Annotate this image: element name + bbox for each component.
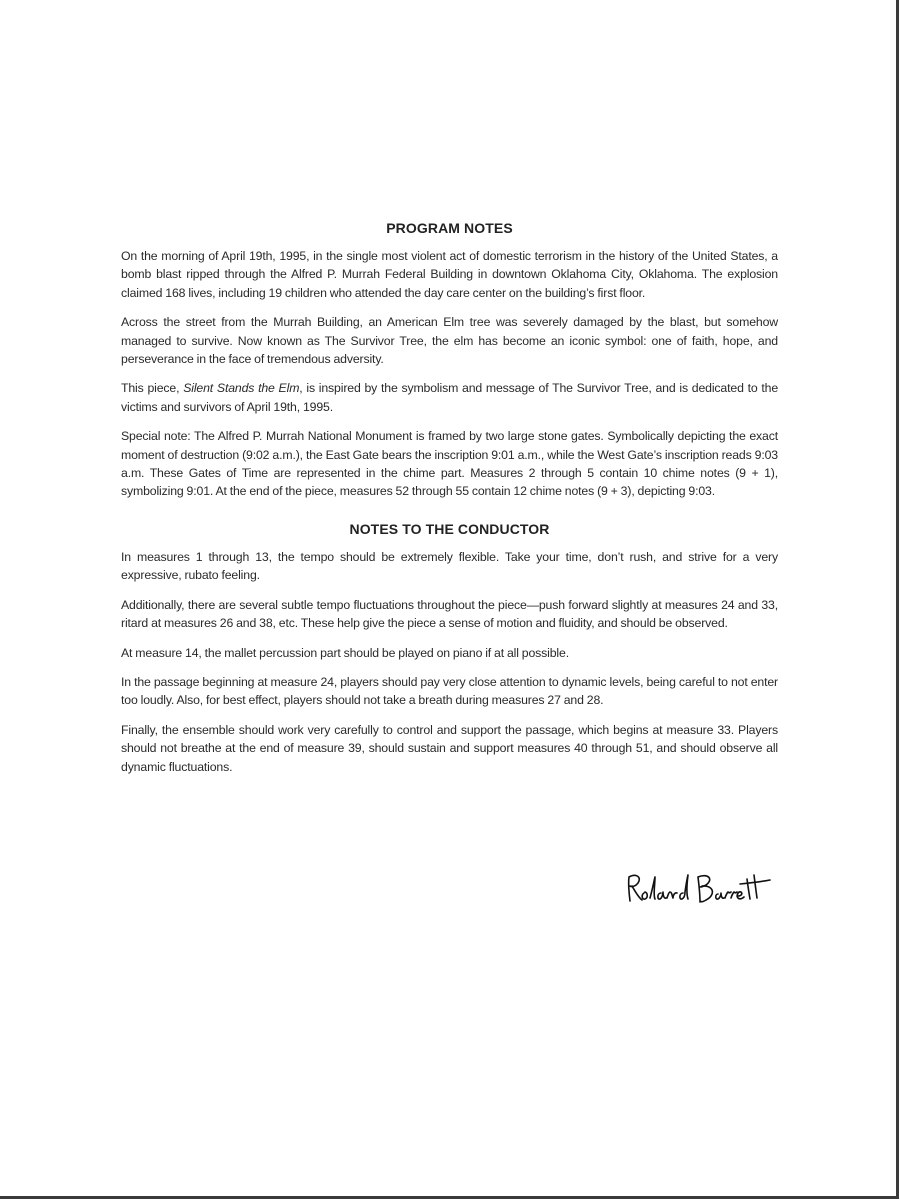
program-notes-paragraph-2: Across the street from the Murrah Building, an American Elm tree was severely damaged by the blast, but somehow managed to survive. Now known as The Survivor Tree, the elm has become an iconic symbol: one of faith, hope, and perseverance in the face of tremendous adversity. [121,315,778,367]
document-body [121,220,778,787]
conductor-notes-paragraph-1: In measures 1 through 13, the tempo should be extremely flexible. Take your time, don’t rush, and strive for a very expressive, rubato feeling. [121,549,778,583]
piece-title: Silent Stands the Elm [183,381,300,396]
conductor-notes-paragraph-5: Finally, the ensemble should work very carefully to control and support the passage, which begins at measure 33. Players should not breathe at the end of measure 39, should sustain and support measures 40 through 51, and should observe all dynamic fluctuations. [121,722,778,774]
program-notes-paragraph-1: On the morning of April 19th, 1995, in the single most violent act of domestic terrorism in the history of the United States, a bomb blast ripped through the Alfred P. Murrah Federal Building in downtown Oklahoma City, Oklahoma. The explosion claimed 168 lives, including 19 children who attended the day care center on the building’s first floor. [121,249,778,300]
conductor-notes-heading: NOTES TO THE CONDUCTOR [349,520,550,537]
p3-rest-text: , is inspired by the symbolism and message of The Survivor Tree, and is dedicated to the victims and survivors of April 19th, 1995. [121,381,779,414]
program-notes-heading: PROGRAM NOTES [386,220,513,236]
program-notes-paragraph-4: Special note: The Alfred P. Murrah National Monument is framed by two large stone gates. Symbolically depicting the exact moment of destruction (9:02 a.m.), the East Gate bears the inscription 9:01 a.m., while the West Gate’s inscription reads 9:03 a.m. These Gates of Time are represented in the chime part. Measures 2 through 5 contain 10 chime notes (9 + 1), symbolizing 9:01. At the end of the piece, measures 52 through 55 contain 12 chime notes (9 + 3), depicting 9:03. [121,429,778,499]
signature [622,871,774,911]
conductor-notes-paragraph-2: Additionally, there are several subtle tempo fluctuations throughout the piece—push forward slightly at measures 24 and 33, ritard at measures 26 and 38, etc. These help give the piece a sense of motion and fluidity, and should be observed. [121,597,778,631]
conductor-notes-paragraph-4: In the passage beginning at measure 24, players should pay very close attention to dynamic levels, being careful to not enter too loudly. Also, for best effect, players should not take a breath during measures 27 and 28. [121,674,778,708]
p3-intro-text: This piece, [121,381,184,396]
conductor-notes-paragraph-3: At measure 14, the mallet percussion part should be played on piano if at all possible. [121,645,569,660]
program-notes-paragraph-3 [121,379,778,416]
